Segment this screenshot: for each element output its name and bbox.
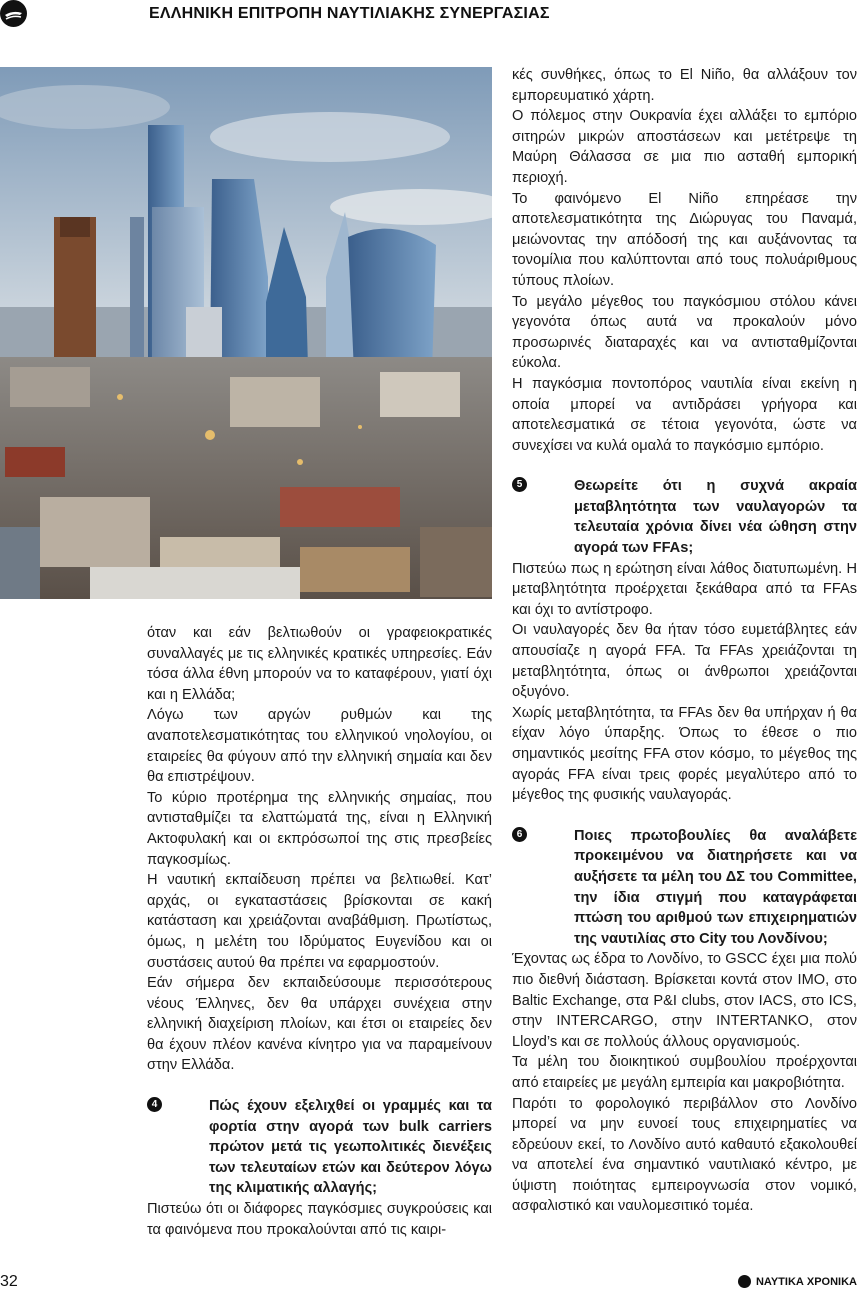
page-number: 32: [0, 1273, 18, 1290]
question-5: [512, 476, 857, 558]
body-paragraph: Το φαινόμενο El Niño επηρέασε την αποτελεσματικότητα της Διώρυγας του Παναμά, μειώνοντας την απόδοσή της και αυξάνοντας τα τονομίλια που καλύπτονται από τους πολυάριθμους τύπους πλοίων.: [512, 190, 857, 289]
brand-logo-icon: [738, 1275, 751, 1288]
answer-paragraph: Πιστεύω πως η ερώτηση είναι λάθος διατυπωμένη. Η μεταβλητότητα προέρχεται ξεκάθαρα από τα FFAs και όχι το αντίστροφο.: [512, 560, 857, 618]
answer-paragraph: Χωρίς μεταβλητότητα, τα FFAs δεν θα υπήρχαν ή θα είχαν λόγο ύπαρξης. Όπως το έθεσε ο πιο σημαντικός μεσίτης FFA στον κόσμο, το μέγεθος της αγοράς FFA είναι τρεις φορές μεγαλύτερο από το μέγεθος της φυσικής ναυλαγοράς.: [512, 704, 857, 804]
question-text: Θεωρείτε ότι η συχνά ακραία μεταβλητότητα των ναυλαγορών τα τελευταία χρόνια δίνει νέα ώθηση στην αγορά των FFAs;: [574, 478, 857, 557]
footer-brand: [738, 1275, 857, 1288]
question-number-badge: 6: [512, 827, 527, 842]
body-paragraph: κές συνθήκες, όπως το El Niño, θα αλλάξουν τον εμπορευματικό χάρτη.: [512, 67, 857, 104]
body-paragraph: όταν και εάν βελτιωθούν οι γραφειοκρατικές συναλλαγές με τις ελληνικές κρατικές υπηρεσίες. Εάν τόσα άλλα έθνη μπορούν να το καταφέρουν, γιατί όχι και η Ελλάδα;: [147, 625, 492, 703]
body-paragraph: Εάν σήμερα δεν εκπαιδεύσουμε περισσότερους νέους Έλληνες, δεν θα υπάρχει συνέχεια στην ελληνική διαχείριση πλοίων, και έτσι οι εταιρείες δεν θα έχουν πλέον κανένα κίνητρο για να παραμείνουν στην Ελλάδα.: [147, 975, 492, 1074]
body-paragraph: Η παγκόσμια ποντοπόρος ναυτιλία είναι εκείνη η οποία μπορεί να αντιδράσει γρήγορα και αποτελεσματικά σε τέτοια γεγονότα, ώστε να συνεχίσει να κυλά ομαλά το παγκόσμιο εμπόριο.: [512, 375, 857, 454]
question-4: [147, 1096, 492, 1199]
right-text-column: [512, 65, 857, 1217]
body-paragraph: Η ναυτική εκπαίδευση πρέπει να βελτιωθεί. Κατ’ αρχάς, οι εγκαταστάσεις βρίσκονται σε κακή κατάσταση και χρειάζονται αναβάθμιση. Πρωτίστως, όμως, η μελέτη του Ιδρύματος Ευγενίδου και οι συστάσεις αυτού θα πρέπει να εφαρμοστούν.: [147, 872, 492, 971]
spacer: [512, 456, 857, 476]
left-text-column: [147, 623, 492, 1240]
answer-paragraph: Τα μέλη του διοικητικού συμβουλίου προέρχονται από εταιρείες με μεγάλη εμπειρία και μακροβιότητα.: [512, 1054, 857, 1091]
magazine-logo-icon: [0, 0, 27, 27]
question-text: Ποιες πρωτοβουλίες θα αναλάβετε προκειμένου να διατηρήσετε και να αυξήσετε τα μέλη του ΔΣ του Committee, την ίδια στιγμή που καταγράφεται πτώση του αριθμού των επιχειρηματιών της ναυτιλίας στο City του Λονδίνου;: [574, 827, 857, 947]
answer-paragraph: Έχοντας ως έδρα το Λονδίνο, το GSCC έχει μια πολύ πιο διεθνή διάσταση. Βρίσκεται κοντά στον IMO, στο Baltic Exchange, στα P&I clubs, στον IACS, στο ICS, στην INTERCARGO, στην INTERTANKO, στον Lloyd’s και σε πολλούς άλλους οργανισμούς.: [512, 951, 857, 1050]
spacer: [512, 806, 857, 826]
question-text: Πώς έχουν εξελιχθεί οι γραμμές και τα φορτία στην αγορά των bulk carriers πρώτον μετά τις γεωπολιτικές διενέξεις των τελευταίων ετών και δεύτερον λόγω της κλιματικής αλλαγής;: [209, 1098, 492, 1197]
question-number-badge: 4: [147, 1097, 162, 1112]
answer-paragraph: Οι ναυλαγορές δεν θα ήταν τόσο ευμετάβλητες εάν απουσίαζε η αγορά FFA. Τα FFAs χρειάζονται τη μεταβλητότητα, όπως οι άνθρωποι χρειάζονται οξυγόνο.: [512, 622, 857, 701]
question-6: [512, 826, 857, 950]
answer-paragraph: Παρότι το φορολογικό περιβάλλον στο Λονδίνο μπορεί να μην ευνοεί τους επιχειρηματίες να εδρεύουν εκεί, το Λονδίνο αυτό καθαυτό εξακολουθεί να αποτελεί ένα σημαντικό ναυτιλιακό κέντρο, με ύψιστη ποιότητας εμπειρογνωσία στον νομικό, ασφαλιστικό και ναυλομεσιτικό τομέα.: [512, 1095, 857, 1215]
section-title: ΕΛΛΗΝΙΚΗ ΕΠΙΤΡΟΠΗ ΝΑΥΤΙΛΙΑΚΗΣ ΣΥΝΕΡΓΑΣΙΑΣ: [149, 5, 550, 22]
page-header: [0, 0, 857, 36]
answer-paragraph: Πιστεύω ότι οι διάφορες παγκόσμιες συγκρούσεις και τα φαινόμενα που προκαλούνται από τις καιρι-: [147, 1201, 492, 1238]
brand-name: ΝΑΥΤΙΚΑ ΧΡΟΝΙΚΑ: [755, 1275, 857, 1288]
spacer: [147, 1076, 492, 1096]
body-paragraph: Το κύριο προτέρημα της ελληνικής σημαίας, που αντισταθμίζει τα ελαττώματά της, είναι η Ελληνική Ακτοφυλακή και οι εκπρόσωποί της στις πρεσβείες παγκοσμίως.: [147, 789, 492, 868]
body-paragraph: Το μεγάλο μέγεθος του παγκόσμιου στόλου κάνει γεγονότα όπως αυτά να προκαλούν μόνο προσωρινές διαταραχές και να αντισταθμίζονται εύκολα.: [512, 293, 857, 372]
body-paragraph: Λόγω των αργών ρυθμών και της αναποτελεσματικότητας του ελληνικού νηολογίου, οι εταιρείες θα φύγουν από την ελληνική σημαία και δεν θα επιστρέψουν.: [147, 707, 492, 786]
question-number-badge: 5: [512, 477, 527, 492]
london-skyline-photo: [0, 67, 492, 599]
body-paragraph: Ο πόλεμος στην Ουκρανία έχει αλλάξει το εμπόριο σιτηρών μικρών αποστάσεων και μετέτρεψε τη Μαύρη Θάλασσα σε μια πιο ασταθή εμπορική περιοχή.: [512, 108, 857, 186]
